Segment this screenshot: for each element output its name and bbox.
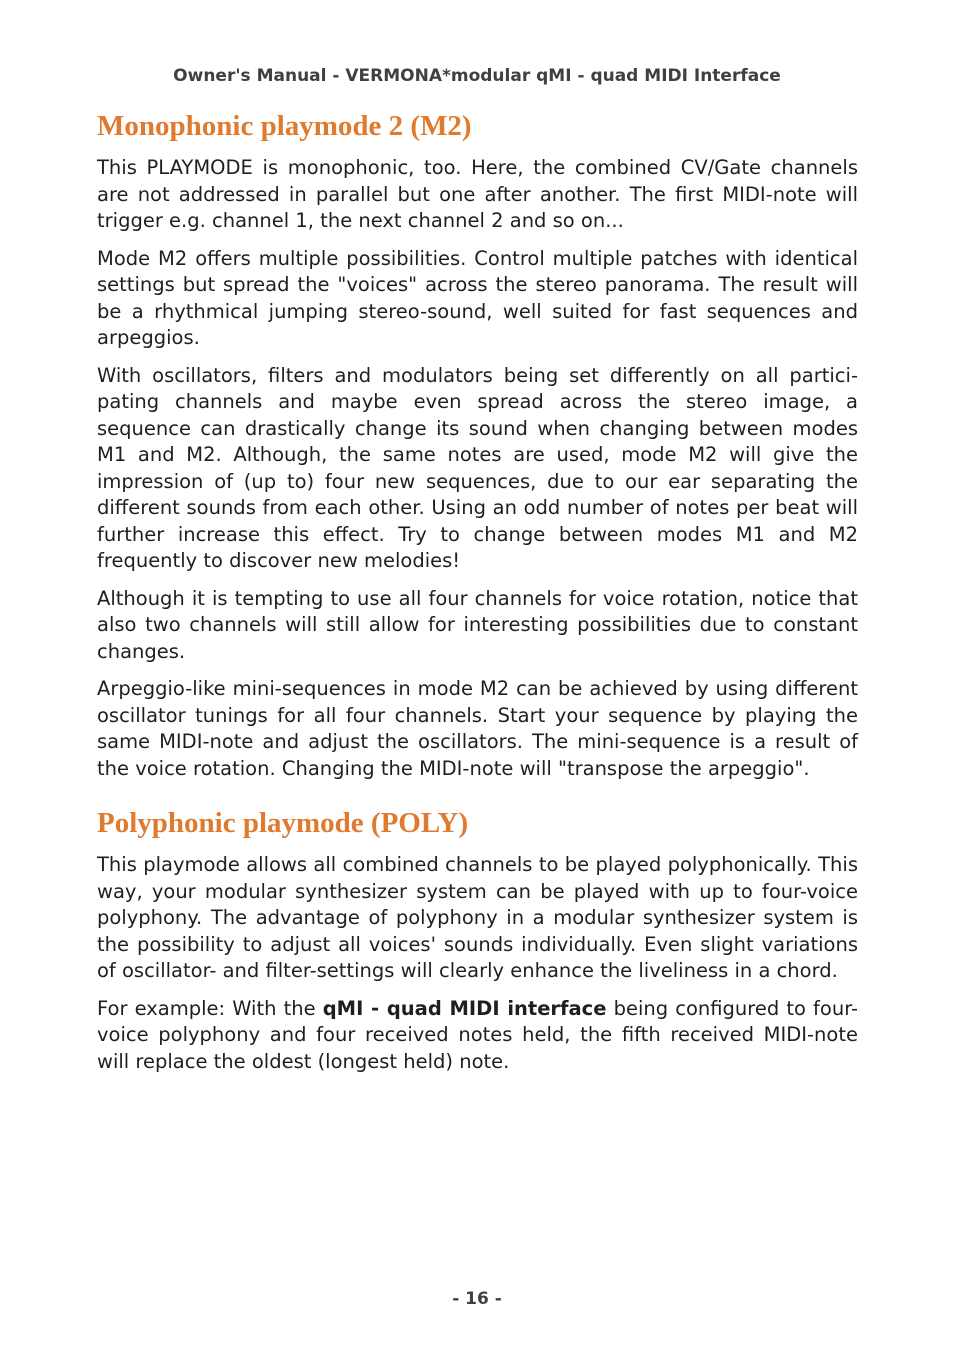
paragraph: Mode M2 offers multiple possibilities. Control multiple patches with identical settings but spread the "voices" across the stereo panorama. The result will be a rhythmical jumping stereo-sound, well suited for fast sequences and arpeggios.: [97, 246, 858, 349]
paragraph: Arpeggio-like mini-sequences in mode M2 can be achieved by using different oscillator tunings for all four channels. Start your sequence by playing the same MIDI-note and adjust the oscillators. The mini-sequence is a result of the voice rotation. Changing the MIDI-note will "transpose the arpeggio".: [97, 677, 858, 780]
heading-monophonic-playmode-2: Monophonic playmode 2 (M2): [97, 110, 472, 142]
page-number: - 16 -: [452, 1289, 502, 1309]
text-run: For example: With the: [97, 996, 323, 1020]
paragraph: This PLAYMODE is monophonic, too. Here, the combined CV/Gate channels are not addressed in parallel but one after another. The first MIDI-note will trigger e.g. channel 1, the next channel 2 and so on...: [97, 156, 858, 232]
product-name-emphasis: qMI - quad MIDI interface: [322, 996, 607, 1020]
paragraph: Although it is tempting to use all four channels for voice rotation, notice that also two channels will still allow for interesting possibilities due to constant changes.: [97, 586, 858, 663]
paragraph: This playmode allows all combined channels to be played polyphonically. This way, your modular synthesizer system can be played with up to four-voice polyphony. The advantage of polyphony in a modular synthesizer system is the possibility to adjust all voices' sounds individually. Even slight variations of oscillator- and filter-settings will clearly enhance the liveliness in a chord.: [97, 853, 858, 982]
heading-polyphonic-playmode: Polyphonic playmode (POLY): [97, 807, 469, 839]
paragraph: [97, 996, 858, 1076]
page-content: [97, 106, 858, 1086]
running-header: Owner's Manual - VERMONA*modular qMI - quad MIDI Interface: [173, 66, 781, 86]
paragraph: With oscillators, filters and modulators being set differently on all participating channels and maybe even spread across the stereo image, a sequence can drastically change its sound when changing between modes M1 and M2. Although, the same notes are used, mode M2 will give the impression of (up to) four new sequences, due to our ear separating the different sounds from each other. Using an odd number of notes per beat will further increase this effect. Try to change between modes M1 and M2 frequently to discover new melodies!: [97, 363, 858, 572]
text-run: being configured to four-voice polyphony and four received notes held, the fifth received MIDI-note will replace the oldest (longest held) note.: [97, 996, 859, 1073]
